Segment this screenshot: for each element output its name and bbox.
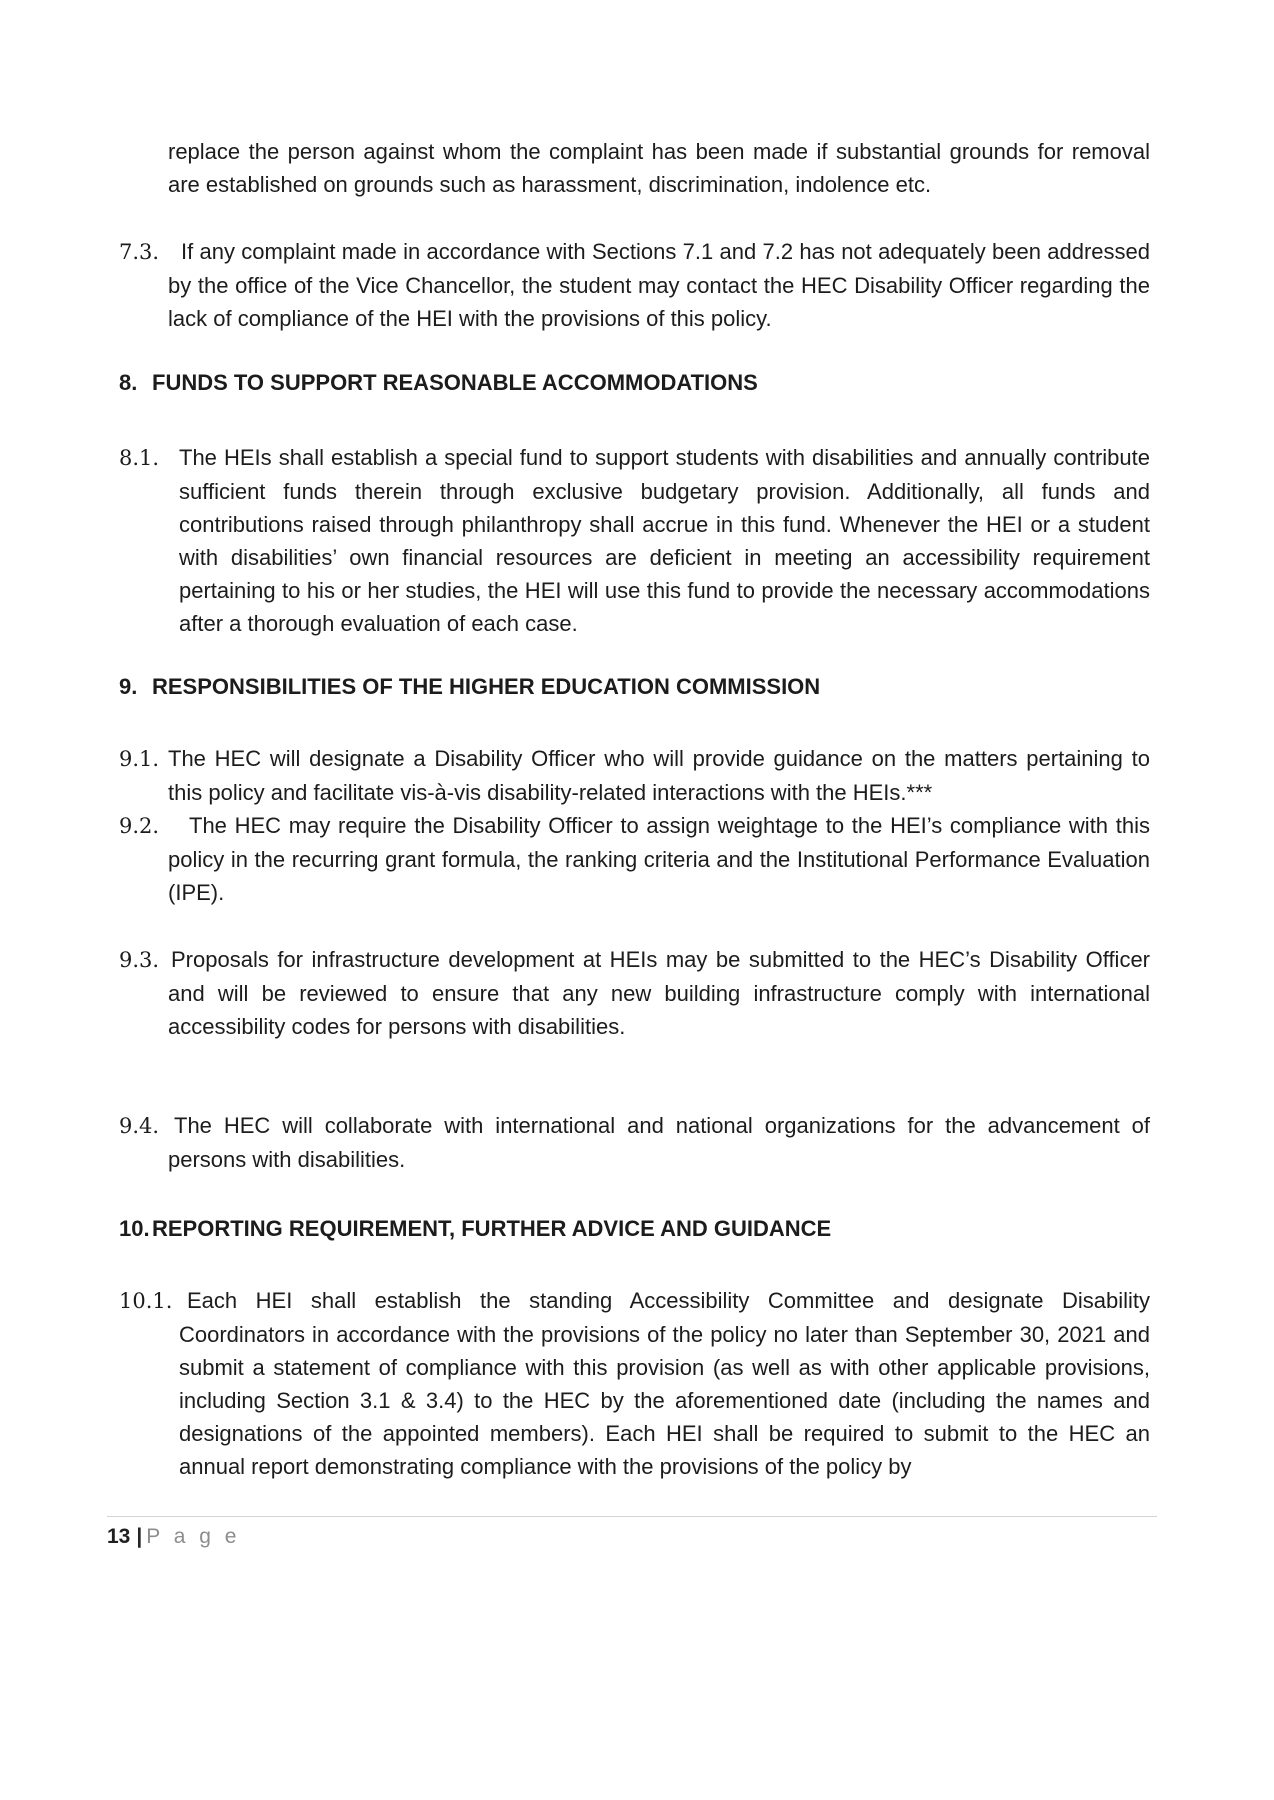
item-text-9-3: Proposals for infrastructure development at HEIs may be submitted to the HEC’s Disability Officer and will be reviewed to ensure that any new building infrastructure comply with international accessibility codes for persons with disabilities. xyxy=(168,947,1150,1039)
page-label: P a g e xyxy=(146,1525,241,1548)
section-item-9-1 xyxy=(119,742,1150,809)
heading-number-9: 9. xyxy=(119,674,138,699)
footer-separator: | xyxy=(136,1525,143,1548)
section-item-8-1 xyxy=(119,441,1150,640)
item-number-9-1: 9.1. xyxy=(119,747,160,771)
heading-number-10: 10. xyxy=(119,1216,150,1241)
item-text-8-1: The HEIs shall establish a special fund to support students with disabilities and annually contribute sufficient funds therein through exclusive budgetary provision. Additionally, all funds and contributions raised through philanthropy shall accrue in this fund. Whenever the HEI or a student with disabilities’ own financial resources are deficient in meeting an accessibility requirement pertaining to his or her studies, the HEI will use this fund to provide the necessary accommodations after a thorough evaluation of each case. xyxy=(179,445,1150,636)
item-number-10-1: 10.1. xyxy=(119,1289,173,1313)
section-heading-8 xyxy=(119,366,1150,399)
section-heading-10 xyxy=(119,1212,1150,1245)
item-text-9-4: The HEC will collaborate with international and national organizations for the advancement of persons with disabilities. xyxy=(168,1113,1150,1172)
heading-title-9: RESPONSIBILITIES OF THE HIGHER EDUCATION COMMISSION xyxy=(152,674,821,699)
page-number: 13 xyxy=(107,1525,131,1548)
section-item-7-3 xyxy=(119,235,1150,335)
section-item-9-4 xyxy=(119,1109,1150,1176)
heading-number-8: 8. xyxy=(119,370,138,395)
continuation-paragraph: replace the person against whom the complaint has been made if substantial grounds for removal are established on grounds such as harassment, discrimination, indolence etc. xyxy=(168,139,1150,197)
page-footer xyxy=(107,1516,1157,1552)
item-number-7-3: 7.3. xyxy=(119,240,160,264)
heading-title-10: REPORTING REQUIREMENT, FURTHER ADVICE AND GUIDANCE xyxy=(152,1216,832,1241)
section-item-10-1 xyxy=(119,1284,1150,1483)
item-number-9-2: 9.2. xyxy=(119,814,160,838)
item-number-9-4: 9.4. xyxy=(119,1114,160,1138)
item-number-8-1: 8.1. xyxy=(119,446,160,470)
heading-title-8: FUNDS TO SUPPORT REASONABLE ACCOMMODATIONS xyxy=(152,370,758,395)
item-text-7-3: If any complaint made in accordance with Sections 7.1 and 7.2 has not adequately been addressed by the office of the Vice Chancellor, the student may contact the HEC Disability Officer regarding the lack of compliance of the HEI with the provisions of this policy. xyxy=(168,239,1150,331)
section-heading-9 xyxy=(119,670,1150,703)
item-text-9-2: The HEC may require the Disability Officer to assign weightage to the HEI’s compliance with this policy in the recurring grant formula, the ranking criteria and the Institutional Performance Evaluation (IPE). xyxy=(168,813,1150,905)
section-item-9-2 xyxy=(119,809,1150,909)
item-number-9-3: 9.3. xyxy=(119,948,160,972)
document-content xyxy=(119,135,1150,1483)
section-item-9-3 xyxy=(119,943,1150,1043)
item-text-10-1: Each HEI shall establish the standing Accessibility Committee and designate Disability Coordinators in accordance with the provisions of the policy no later than September 30, 2021 and submit a statement of compliance with this provision (as well as with other applicable provisions, including Section 3.1 & 3.4) to the HEC by the aforementioned date (including the names and designations of the appointed members). Each HEI shall be required to submit to the HEC an annual report demonstrating compliance with the provisions of the policy by xyxy=(179,1288,1150,1479)
item-text-9-1: The HEC will designate a Disability Officer who will provide guidance on the matters pertaining to this policy and facilitate vis-à-vis disability-related interactions with the HEIs.*** xyxy=(168,746,1150,805)
